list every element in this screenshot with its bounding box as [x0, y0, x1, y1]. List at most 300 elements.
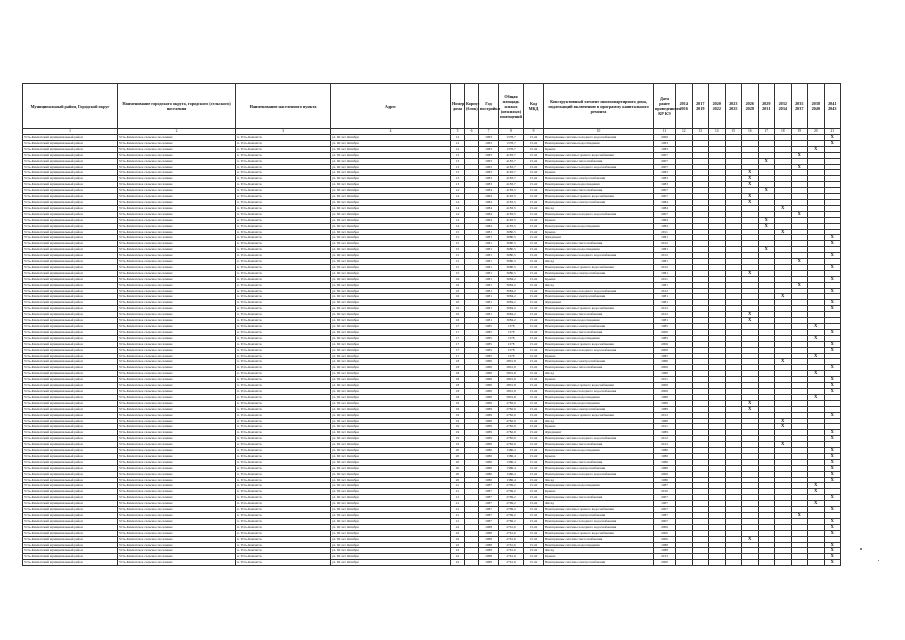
total-area-cell: 4183,5 — [499, 194, 524, 200]
structural-element-cell: Неисправные системы электроснабжения — [544, 324, 654, 330]
total-area-cell: 4183,5 — [499, 211, 524, 217]
column-number: 6 — [465, 129, 479, 135]
column-header: 2026 2028 — [742, 84, 759, 129]
settlement-cell: Усть-Камчатское сельское поселение — [118, 211, 236, 217]
period-mark-cell: X — [808, 489, 825, 495]
address-cell: ул. 60 лет Октября — [331, 282, 451, 288]
address-cell: ул. 60 лет Октября — [331, 247, 451, 253]
district-cell: Усть-Камчатский муниципальный район — [23, 406, 118, 412]
total-area-cell: 1386,4 — [499, 465, 524, 471]
house-number-cell: 22 — [451, 560, 465, 566]
address-cell: ул. 60 лет Октября — [331, 235, 451, 241]
locality-cell: п. Усть-Камчатск — [236, 270, 331, 276]
district-cell: Усть-Камчатский муниципальный район — [23, 483, 118, 489]
building-code-cell: 15.42 — [524, 164, 544, 170]
settlement-cell: Усть-Камчатское сельское поселение — [118, 489, 236, 495]
house-number-cell: 13 — [451, 164, 465, 170]
previous-repair-date-cell: 2007 — [654, 518, 676, 524]
previous-repair-date-cell: 1984 — [654, 223, 676, 229]
address-cell: ул. 60 лет Октября — [331, 513, 451, 519]
construction-year-cell: 1984 — [479, 188, 499, 194]
previous-repair-date-cell: 2006 — [654, 471, 676, 477]
previous-repair-date-cell: 1989 — [654, 400, 676, 406]
building-code-cell: 15.42 — [524, 394, 544, 400]
settlement-cell: Усть-Камчатское сельское поселение — [118, 199, 236, 205]
locality-cell: п. Усть-Камчатск — [236, 536, 331, 542]
address-cell: ул. 60 лет Октября — [331, 524, 451, 530]
column-header: 2023 2025 — [725, 84, 742, 129]
address-cell: ул. 60 лет Октября — [331, 560, 451, 566]
construction-year-cell: 1984 — [479, 217, 499, 223]
period-mark-cell: X — [824, 436, 841, 442]
house-number-cell: 18 — [451, 394, 465, 400]
scan-speck — [878, 560, 879, 561]
building-code-cell: 15.42 — [524, 235, 544, 241]
construction-year-cell: 1986 — [479, 377, 499, 383]
building-code-cell: 15.42 — [524, 448, 544, 454]
locality-cell: п. Усть-Камчатск — [236, 312, 331, 318]
previous-repair-date-cell: 2006 — [654, 388, 676, 394]
period-mark-cell: X — [824, 465, 841, 471]
column-header: 2014 2016 — [676, 84, 693, 129]
total-area-cell: 4183,5 — [499, 223, 524, 229]
construction-year-cell: 1986 — [479, 365, 499, 371]
structural-element-cell: Неисправные системы холодного водоснабжения — [544, 135, 654, 141]
total-area-cell: 3080,5 — [499, 241, 524, 247]
period-mark-cell: X — [742, 406, 759, 412]
column-number: 16 — [742, 129, 759, 135]
previous-repair-date-cell: 1984 — [654, 217, 676, 223]
construction-year-cell: 1984 — [479, 194, 499, 200]
table-row — [23, 560, 841, 566]
construction-year-cell: 1988 — [479, 530, 499, 536]
structural-element-cell: Неисправные системы холодного водоснабжения — [544, 288, 654, 294]
district-cell: Усть-Камчатский муниципальный район — [23, 442, 118, 448]
locality-cell: п. Усть-Камчатск — [236, 300, 331, 306]
construction-year-cell: 1988 — [479, 542, 499, 548]
column-number: 21 — [824, 129, 841, 135]
settlement-cell: Усть-Камчатское сельское поселение — [118, 294, 236, 300]
house-number-cell: 19 — [451, 424, 465, 430]
address-cell: ул. 60 лет Октября — [331, 536, 451, 542]
previous-repair-date-cell: 2007 — [654, 194, 676, 200]
structural-element-cell: Крыша — [544, 146, 654, 152]
address-cell: ул. 60 лет Октября — [331, 135, 451, 141]
period-mark-cell: X — [824, 430, 841, 436]
district-cell: Усть-Камчатский муниципальный район — [23, 329, 118, 335]
address-cell: ул. 60 лет Октября — [331, 548, 451, 554]
settlement-cell: Усть-Камчатское сельское поселение — [118, 235, 236, 241]
construction-year-cell: 1984 — [479, 205, 499, 211]
house-number-cell: 18 — [451, 371, 465, 377]
house-number-cell: 17 — [451, 353, 465, 359]
construction-year-cell: 1987 — [479, 495, 499, 501]
total-area-cell: 4183,5 — [499, 205, 524, 211]
locality-cell: п. Усть-Камчатск — [236, 182, 331, 188]
locality-cell: п. Усть-Камчатск — [236, 241, 331, 247]
settlement-cell: Усть-Камчатское сельское поселение — [118, 442, 236, 448]
period-mark-cell: X — [824, 253, 841, 259]
construction-year-cell: 1985 — [479, 335, 499, 341]
total-area-cell: 4183,5 — [499, 188, 524, 194]
locality-cell: п. Усть-Камчатск — [236, 264, 331, 270]
locality-cell: п. Усть-Камчатск — [236, 513, 331, 519]
construction-year-cell: 1983 — [479, 158, 499, 164]
construction-year-cell: 1989 — [479, 400, 499, 406]
house-number-cell: 20 — [451, 459, 465, 465]
structural-element-cell: Неисправные системы водоотведения — [544, 140, 654, 146]
district-cell: Усть-Камчатский муниципальный район — [23, 335, 118, 341]
address-cell: ул. 60 лет Октября — [331, 365, 451, 371]
construction-year-cell: 1983 — [479, 152, 499, 158]
settlement-cell: Усть-Камчатское сельское поселение — [118, 353, 236, 359]
previous-repair-date-cell: 2012 — [654, 436, 676, 442]
house-number-cell: 21 — [451, 507, 465, 513]
building-code-cell: 15.42 — [524, 312, 544, 318]
previous-repair-date-cell: 1987 — [654, 501, 676, 507]
locality-cell: п. Усть-Камчатск — [236, 412, 331, 418]
construction-year-cell: 1981 — [479, 288, 499, 294]
address-cell: ул. 60 лет Октября — [331, 448, 451, 454]
settlement-cell: Усть-Камчатское сельское поселение — [118, 459, 236, 465]
district-cell: Усть-Камчатский муниципальный район — [23, 152, 118, 158]
locality-cell: п. Усть-Камчатск — [236, 495, 331, 501]
house-number-cell: 19 — [451, 436, 465, 442]
column-number: 7 — [479, 129, 499, 135]
previous-repair-date-cell: 1985 — [654, 335, 676, 341]
building-code-cell: 15.42 — [524, 495, 544, 501]
house-number-cell: 15 — [451, 229, 465, 235]
structural-element-cell: Неисправные системы горячего водоснабжения — [544, 412, 654, 418]
period-mark-cell — [692, 560, 709, 566]
building-code-cell: 15.42 — [524, 176, 544, 182]
total-area-cell: 4183,7 — [499, 176, 524, 182]
structural-element-cell: Неисправные системы теплоснабжения — [544, 241, 654, 247]
total-area-cell: 1378 — [499, 353, 524, 359]
total-area-cell: 3080,5 — [499, 259, 524, 265]
period-mark-cell: X — [742, 536, 759, 542]
construction-year-cell: 1984 — [479, 211, 499, 217]
address-cell: ул. 60 лет Октября — [331, 406, 451, 412]
house-number-cell: 20 — [451, 448, 465, 454]
previous-repair-date-cell: 2006 — [654, 365, 676, 371]
settlement-cell: Усть-Камчатское сельское поселение — [118, 140, 236, 146]
building-code-cell: 15.42 — [524, 536, 544, 542]
construction-year-cell: 1983 — [479, 182, 499, 188]
locality-cell: п. Усть-Камчатск — [236, 194, 331, 200]
previous-repair-date-cell: 2006 — [654, 524, 676, 530]
table-body — [23, 135, 841, 566]
house-number-cell: 14 — [451, 217, 465, 223]
column-number: 2 — [118, 129, 236, 135]
construction-year-cell: 1985 — [479, 353, 499, 359]
column-number: 15 — [725, 129, 742, 135]
building-code-cell: 15.42 — [524, 288, 544, 294]
district-cell: Усть-Камчатский муниципальный район — [23, 247, 118, 253]
settlement-cell: Усть-Камчатское сельское поселение — [118, 347, 236, 353]
address-cell: ул. 60 лет Октября — [331, 341, 451, 347]
district-cell: Усть-Камчатский муниципальный район — [23, 223, 118, 229]
structural-element-cell: Крыша — [544, 424, 654, 430]
total-area-cell: 3084,2 — [499, 288, 524, 294]
construction-year-cell: 1981 — [479, 282, 499, 288]
total-area-cell: 1378 — [499, 347, 524, 353]
construction-year-cell: 1985 — [479, 347, 499, 353]
district-cell: Усть-Камчатский муниципальный район — [23, 264, 118, 270]
district-cell: Усть-Камчатский муниципальный район — [23, 270, 118, 276]
period-mark-cell: X — [824, 412, 841, 418]
address-cell: ул. 60 лет Октября — [331, 495, 451, 501]
column-header: Корпус (блок) — [465, 84, 479, 129]
district-cell: Усть-Камчатский муниципальный район — [23, 542, 118, 548]
structural-element-cell: Неисправные системы горячего водоснабжения — [544, 530, 654, 536]
previous-repair-date-cell: 1986 — [654, 394, 676, 400]
structural-element-cell: Неисправные системы водоотведения — [544, 335, 654, 341]
locality-cell: п. Усть-Камчатск — [236, 501, 331, 507]
address-cell: ул. 60 лет Октября — [331, 424, 451, 430]
address-cell: ул. 60 лет Октября — [331, 483, 451, 489]
address-cell: ул. 60 лет Октября — [331, 453, 451, 459]
construction-year-cell: 1986 — [479, 388, 499, 394]
previous-repair-date-cell: 2007 — [654, 152, 676, 158]
locality-cell: п. Усть-Камчатск — [236, 560, 331, 566]
building-code-cell: 15.42 — [524, 371, 544, 377]
house-number-cell: 15 — [451, 235, 465, 241]
structural-element-cell: Неисправные системы водоотведения — [544, 483, 654, 489]
settlement-cell: Усть-Камчатское сельское поселение — [118, 170, 236, 176]
house-number-cell: 15 — [451, 259, 465, 265]
period-mark-cell: X — [758, 217, 775, 223]
column-number: 19 — [791, 129, 808, 135]
district-cell: Усть-Камчатский муниципальный район — [23, 259, 118, 265]
address-cell: ул. 60 лет Октября — [331, 518, 451, 524]
total-area-cell: 2769,2 — [499, 518, 524, 524]
total-area-cell: 4183,7 — [499, 152, 524, 158]
column-header: 2041 2043 — [824, 84, 841, 129]
previous-repair-date-cell: 2012 — [654, 241, 676, 247]
locality-cell: п. Усть-Камчатск — [236, 170, 331, 176]
previous-repair-date-cell: 1981 — [654, 235, 676, 241]
column-header: Код МКД — [524, 84, 544, 129]
period-mark-cell: X — [791, 211, 808, 217]
district-cell: Усть-Камчатский муниципальный район — [23, 253, 118, 259]
previous-repair-date-cell: 1989 — [654, 430, 676, 436]
building-code-cell: 15.42 — [524, 365, 544, 371]
district-cell: Усть-Камчатский муниципальный район — [23, 477, 118, 483]
previous-repair-date-cell: 2011 — [654, 229, 676, 235]
construction-year-cell: 1981 — [479, 264, 499, 270]
total-area-cell: 3080,5 — [499, 253, 524, 259]
previous-repair-date-cell: 2006 — [654, 560, 676, 566]
period-mark-cell: X — [808, 353, 825, 359]
construction-year-cell: 1983 — [479, 140, 499, 146]
previous-repair-date-cell: 1986 — [654, 477, 676, 483]
building-code-cell: 15.42 — [524, 199, 544, 205]
locality-cell: п. Усть-Камчатск — [236, 530, 331, 536]
construction-year-cell: 1988 — [479, 560, 499, 566]
structural-element-cell: Неисправные системы водоотведения — [544, 182, 654, 188]
district-cell: Усть-Камчатский муниципальный район — [23, 341, 118, 347]
building-code-cell: 15.42 — [524, 501, 544, 507]
total-area-cell: 4183,5 — [499, 217, 524, 223]
locality-cell: п. Усть-Камчатск — [236, 459, 331, 465]
house-number-cell: 14 — [451, 211, 465, 217]
total-area-cell: 4183,7 — [499, 170, 524, 176]
locality-cell: п. Усть-Камчатск — [236, 235, 331, 241]
house-number-cell: 19 — [451, 418, 465, 424]
period-mark-cell: X — [775, 359, 792, 365]
structural-element-cell: Неисправные системы электроснабжения — [544, 406, 654, 412]
house-number-cell: 13 — [451, 170, 465, 176]
period-mark-cell: X — [775, 442, 792, 448]
construction-year-cell: 1988 — [479, 536, 499, 542]
locality-cell: п. Усть-Камчатск — [236, 135, 331, 141]
district-cell: Усть-Камчатский муниципальный район — [23, 436, 118, 442]
address-cell: ул. 60 лет Октября — [331, 205, 451, 211]
period-mark-cell: X — [742, 170, 759, 176]
building-code-cell: 15.42 — [524, 247, 544, 253]
structural-element-cell: Неисправные системы холодного водоснабжения — [544, 436, 654, 442]
construction-year-cell: 1981 — [479, 253, 499, 259]
building-code-cell: 15.42 — [524, 259, 544, 265]
structural-element-cell: Крыша — [544, 377, 654, 383]
period-mark-cell: X — [824, 453, 841, 459]
settlement-cell: Усть-Камчатское сельское поселение — [118, 205, 236, 211]
district-cell: Усть-Камчатский муниципальный район — [23, 400, 118, 406]
total-area-cell: 2761,6 — [499, 542, 524, 548]
construction-year-cell: 1987 — [479, 483, 499, 489]
locality-cell: п. Усть-Камчатск — [236, 377, 331, 383]
locality-cell: п. Усть-Камчатск — [236, 158, 331, 164]
house-number-cell: 17 — [451, 347, 465, 353]
district-cell: Усть-Камчатский муниципальный район — [23, 164, 118, 170]
construction-year-cell: 1981 — [479, 229, 499, 235]
structural-element-cell: Фасад — [544, 477, 654, 483]
building-code-cell: 15.42 — [524, 223, 544, 229]
settlement-cell: Усть-Камчатское сельское поселение — [118, 306, 236, 312]
total-area-cell: 2769,2 — [499, 489, 524, 495]
structural-element-cell: Неисправные системы теплоснабжения — [544, 536, 654, 542]
column-header: 2032 2034 — [775, 84, 792, 129]
house-number-cell: 19 — [451, 400, 465, 406]
period-mark-cell: X — [758, 247, 775, 253]
column-header: 2038 2040 — [808, 84, 825, 129]
construction-year-cell: 1986 — [479, 459, 499, 465]
locality-cell: п. Усть-Камчатск — [236, 471, 331, 477]
building-code-cell: 15.42 — [524, 418, 544, 424]
total-area-cell: 1378,7 — [499, 146, 524, 152]
total-area-cell: 3084,2 — [499, 276, 524, 282]
settlement-cell: Усть-Камчатское сельское поселение — [118, 282, 236, 288]
district-cell: Усть-Камчатский муниципальный район — [23, 324, 118, 330]
house-number-cell: 21 — [451, 489, 465, 495]
house-number-cell: 21 — [451, 518, 465, 524]
period-mark-cell: X — [758, 188, 775, 194]
address-cell: ул. 60 лет Октября — [331, 306, 451, 312]
period-mark-cell: X — [742, 318, 759, 324]
locality-cell: п. Усть-Камчатск — [236, 217, 331, 223]
district-cell: Усть-Камчатский муниципальный район — [23, 140, 118, 146]
building-code-cell: 15.42 — [524, 453, 544, 459]
settlement-cell: Усть-Камчатское сельское поселение — [118, 329, 236, 335]
settlement-cell: Усть-Камчатское сельское поселение — [118, 229, 236, 235]
district-cell: Усть-Камчатский муниципальный район — [23, 394, 118, 400]
total-area-cell: 1378 — [499, 341, 524, 347]
total-area-cell: 2761,6 — [499, 554, 524, 560]
total-area-cell: 3080,5 — [499, 264, 524, 270]
structural-element-cell: Фасад — [544, 282, 654, 288]
period-mark-cell: X — [808, 324, 825, 330]
house-number-cell: 16 — [451, 318, 465, 324]
period-mark-cell: X — [824, 495, 841, 501]
settlement-cell: Усть-Камчатское сельское поселение — [118, 530, 236, 536]
district-cell: Усть-Камчатский муниципальный район — [23, 205, 118, 211]
district-cell: Усть-Камчатский муниципальный район — [23, 371, 118, 377]
locality-cell: п. Усть-Камчатск — [236, 477, 331, 483]
column-number: 4 — [331, 129, 451, 135]
total-area-cell: 2782,9 — [499, 400, 524, 406]
settlement-cell: Усть-Камчатское сельское поселение — [118, 188, 236, 194]
address-cell: ул. 60 лет Октября — [331, 471, 451, 477]
district-cell: Усть-Камчатский муниципальный район — [23, 471, 118, 477]
previous-repair-date-cell: 1981 — [654, 247, 676, 253]
structural-element-cell: Неисправные системы теплоснабжения — [544, 442, 654, 448]
column-header: 2029 2031 — [758, 84, 775, 129]
address-cell: ул. 60 лет Октября — [331, 388, 451, 394]
previous-repair-date-cell: 2012 — [654, 312, 676, 318]
district-cell: Усть-Камчатский муниципальный район — [23, 241, 118, 247]
settlement-cell: Усть-Камчатское сельское поселение — [118, 247, 236, 253]
construction-year-cell: 1983 — [479, 170, 499, 176]
locality-cell: п. Усть-Камчатск — [236, 223, 331, 229]
construction-year-cell: 1988 — [479, 524, 499, 530]
settlement-cell: Усть-Камчатское сельское поселение — [118, 377, 236, 383]
previous-repair-date-cell: 2007 — [654, 164, 676, 170]
building-code-cell: 15.42 — [524, 140, 544, 146]
construction-year-cell: 1987 — [479, 513, 499, 519]
settlement-cell: Усть-Камчатское сельское поселение — [118, 176, 236, 182]
total-area-cell: 2801,8 — [499, 359, 524, 365]
total-area-cell: 1378 — [499, 329, 524, 335]
address-cell: ул. 60 лет Октября — [331, 436, 451, 442]
previous-repair-date-cell: 2012 — [654, 253, 676, 259]
column-header: 2035 2037 — [791, 84, 808, 129]
structural-element-cell: Фасад — [544, 418, 654, 424]
house-number-cell: 19 — [451, 412, 465, 418]
house-number-cell: 19 — [451, 442, 465, 448]
locality-cell: п. Усть-Камчатск — [236, 400, 331, 406]
district-cell: Усть-Камчатский муниципальный район — [23, 158, 118, 164]
settlement-cell: Усть-Камчатское сельское поселение — [118, 383, 236, 389]
building-code-cell: 15.42 — [524, 170, 544, 176]
building-code-cell: 15.42 — [524, 217, 544, 223]
construction-year-cell: 1987 — [479, 489, 499, 495]
address-cell: ул. 60 лет Октября — [331, 182, 451, 188]
period-mark-cell — [709, 560, 726, 566]
structural-element-cell: Фасад — [544, 259, 654, 265]
period-mark-cell: X — [824, 241, 841, 247]
construction-year-cell: 1981 — [479, 259, 499, 265]
total-area-cell: 2782,9 — [499, 424, 524, 430]
total-area-cell: 3084,2 — [499, 300, 524, 306]
structural-element-cell: Неисправные системы горячего водоснабжения — [544, 194, 654, 200]
period-mark-cell: X — [824, 347, 841, 353]
district-cell: Усть-Камчатский муниципальный район — [23, 501, 118, 507]
house-number-cell: 15 — [451, 253, 465, 259]
district-cell: Усть-Камчатский муниципальный район — [23, 536, 118, 542]
structural-element-cell: Неисправные системы электроснабжения — [544, 176, 654, 182]
settlement-cell: Усть-Камчатское сельское поселение — [118, 182, 236, 188]
